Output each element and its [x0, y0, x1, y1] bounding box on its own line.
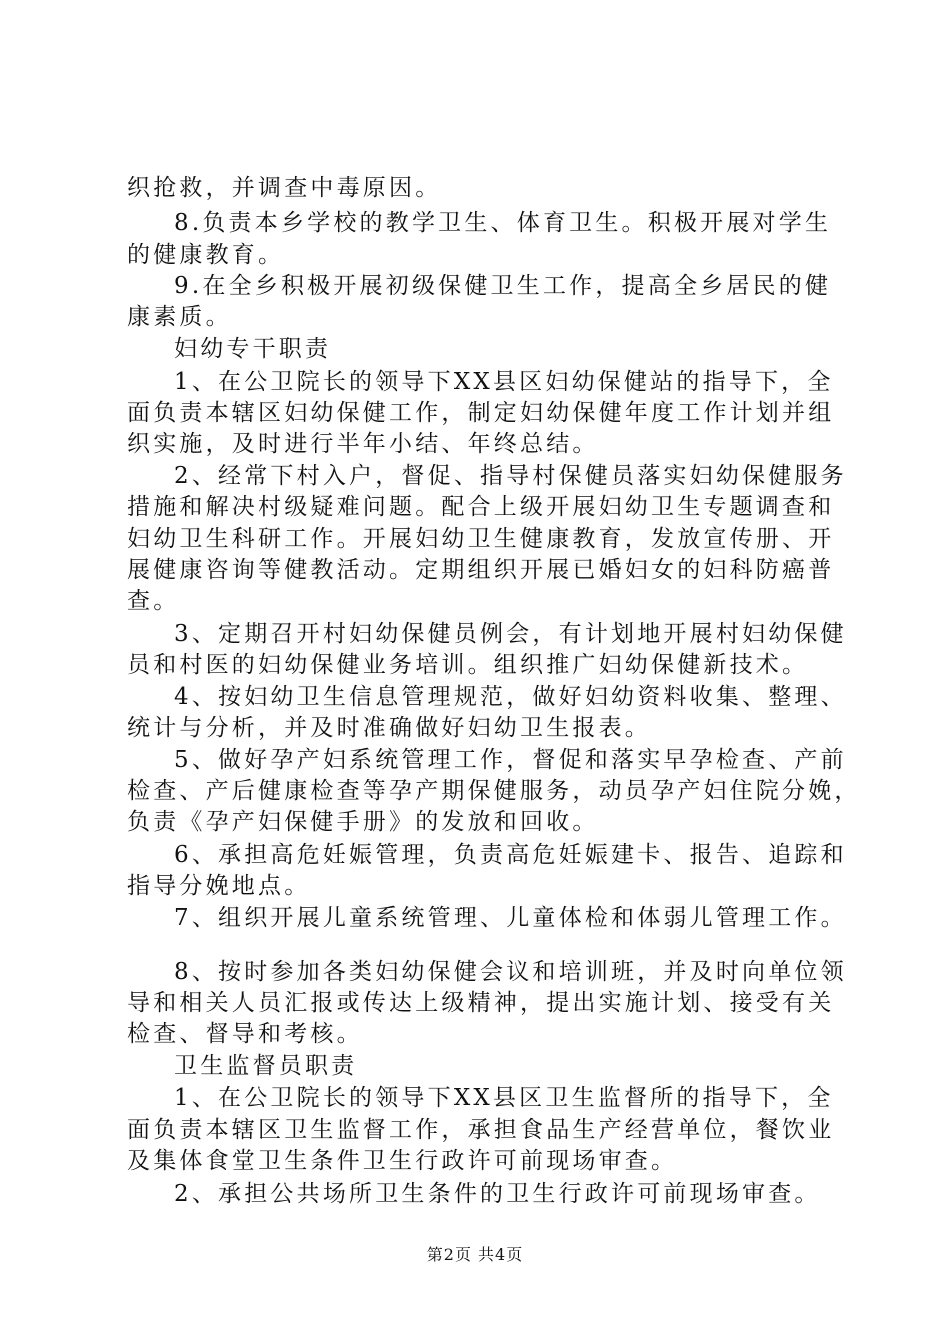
text-line: 员和村医的妇幼保健业务培训。组织推广妇幼保健新技术。	[127, 652, 809, 678]
text-line: 1、在公卫院长的领导下XX县区妇幼保健站的指导下，全	[174, 369, 834, 395]
text-line: 检查、督导和考核。	[127, 1021, 363, 1047]
text-line: 面负责本辖区卫生监督工作，承担食品生产经营单位，餐饮业	[127, 1117, 835, 1143]
text-line: 展健康咨询等健教活动。定期组织开展已婚妇女的妇科防癌普	[127, 557, 835, 583]
text-line: 2、经常下村入户，督促、指导村保健员落实妇幼保健服务	[174, 463, 847, 489]
text-line: 3、定期召开村妇幼保健员例会，有计划地开展村妇幼保健	[174, 621, 847, 647]
text-line: 妇幼卫生科研工作。开展妇幼卫生健康教育，发放宣传册、开	[127, 526, 835, 552]
text-line: 检查、产后健康检查等孕产期保健服务，动员孕产妇住院分娩，	[127, 778, 861, 804]
text-line: 织实施，及时进行半年小结、年终总结。	[127, 431, 599, 457]
text-line: 8、按时参加各类妇幼保健会议和培训班，并及时向单位领	[174, 959, 847, 985]
text-line: 7、组织开展儿童系统管理、儿童体检和体弱儿管理工作。	[174, 905, 847, 931]
text-line: 的健康教育。	[127, 242, 285, 268]
text-line: 2、承担公共场所卫生条件的卫生行政许可前现场审查。	[174, 1181, 821, 1207]
text-line: 面负责本辖区妇幼保健工作，制定妇幼保健年度工作计划并组	[127, 400, 835, 426]
text-line: 负责《孕产妇保健手册》的发放和回收。	[127, 809, 599, 835]
text-line: 1、在公卫院长的领导下XX县区卫生监督所的指导下，全	[174, 1085, 834, 1111]
text-line: 5、做好孕产妇系统管理工作，督促和落实早孕检查、产前	[174, 747, 847, 773]
text-line: 指导分娩地点。	[127, 873, 311, 899]
page-number-footer: 第2页 共4页	[426, 1245, 524, 1264]
text-line: 导和相关人员汇报或传达上级精神，提出实施计划、接受有关	[127, 990, 835, 1016]
text-line: 8.负责本乡学校的教学卫生、体育卫生。积极开展对学生	[174, 210, 832, 236]
text-line: 9.在全乡积极开展初级保健卫生工作，提高全乡居民的健	[174, 273, 832, 299]
text-line: 康素质。	[127, 304, 232, 330]
text-line: 措施和解决村级疑难问题。配合上级开展妇幼卫生专题调查和	[127, 494, 835, 520]
text-line: 统计与分析，并及时准确做好妇幼卫生报表。	[127, 715, 651, 741]
section-heading: 妇幼专干职责	[174, 336, 332, 362]
text-line: 查。	[127, 588, 180, 614]
section-heading: 卫生监督员职责	[174, 1053, 358, 1079]
text-line: 6、承担高危妊娠管理，负责高危妊娠建卡、报告、追踪和	[174, 842, 847, 868]
text-line: 4、按妇幼卫生信息管理规范，做好妇幼资料收集、整理、	[174, 684, 847, 710]
text-line: 及集体食堂卫生条件卫生行政许可前现场审查。	[127, 1148, 678, 1174]
text-line: 织抢救，并调查中毒原因。	[127, 175, 442, 201]
